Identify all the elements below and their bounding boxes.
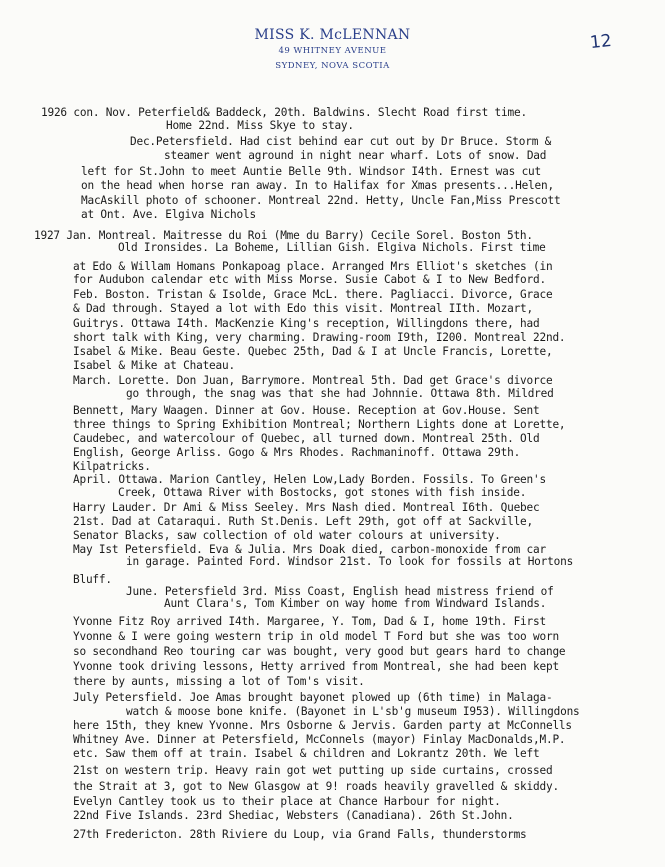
letterhead <box>0 26 665 74</box>
diary-line: Bluff. <box>73 573 112 586</box>
diary-line: the Strait at 3, got to New Glasgow at 9! roads heavily gravelled & skiddy. <box>73 780 559 793</box>
diary-line: English, George Arliss. Gogo & Mrs Rhodes. Rachmaninoff. Ottawa 29th. <box>73 446 521 459</box>
diary-line: Senator Blacks, saw collection of old water colours at university. <box>73 529 501 542</box>
diary-line: Kilpatricks. <box>73 460 151 473</box>
diary-line: Evelyn Cantley took us to their place at Chance Harbour for night. <box>73 795 501 808</box>
diary-line: Aunt Clara's, Tom Kimber on way home from Windward Islands. <box>164 597 547 610</box>
diary-line: 22nd Five Islands. 23rd Shediac, Websters (Canadiana). 26th St.John. <box>73 809 514 822</box>
diary-line: June. Petersfield 3rd. Miss Coast, English head mistress friend of <box>126 585 554 598</box>
diary-line: 21st. Dad at Cataraqui. Ruth St.Denis. Left 29th, got off at Sackville, <box>73 515 534 528</box>
handwritten-page-number: 12 <box>589 30 613 54</box>
diary-line: Yvonne & I were going western trip in old model T Ford but she was too worn <box>73 630 559 643</box>
diary-line: March. Lorette. Don Juan, Barrymore. Montreal 5th. Dad get Grace's divorce <box>73 374 553 387</box>
diary-line: Yvonne Fitz Roy arrived I4th. Margaree, Y. Tom, Dad & I, home 19th. First <box>73 615 546 628</box>
diary-line: Bennett, Mary Waagen. Dinner at Gov. House. Reception at Gov.House. Sent <box>73 404 540 417</box>
diary-line: watch & moose bone knife. (Bayonet in L'sb'g museum I953). Willingdons <box>126 705 580 718</box>
diary-line: 21st on western trip. Heavy rain got wet putting up side curtains, crossed <box>73 764 553 777</box>
diary-line: Creek, Ottawa River with Bostocks, got stones with fish inside. <box>118 486 527 499</box>
diary-line: & Dad through. Stayed a lot with Edo this visit. Montreal IIth. Mozart, <box>73 302 534 315</box>
diary-line: 1927 Jan. Montreal. Maitresse du Roi (Mme du Barry) Cecile Sorel. Boston 5th. <box>34 229 533 242</box>
diary-line: Dec.Petersfield. Had cist behind ear cut out by Dr Bruce. Storm & <box>130 135 552 148</box>
diary-line: May Ist Petersfield. Eva & Julia. Mrs Doak died, carbon-monoxide from car <box>73 543 546 556</box>
diary-line: etc. Saw them off at train. Isabel & children and Lokrantz 20th. We left <box>73 747 540 760</box>
diary-line: April. Ottawa. Marion Cantley, Helen Low,Lady Borden. Fossils. To Green's <box>73 473 546 486</box>
diary-line: Whitney Ave. Dinner at Petersfield, McConnels (mayor) Finlay MacDonalds,M.P. <box>73 733 566 746</box>
diary-line: Feb. Boston. Tristan & Isolde, Grace McL. there. Pagliacci. Divorce, Grace <box>73 288 553 301</box>
diary-line: so secondhand Reo touring car was bought, very good but gears hard to change <box>73 645 566 658</box>
diary-line: at Edo & Willam Homans Ponkapoag place. Arranged Mrs Elliot's sketches (in <box>73 260 553 273</box>
diary-line: Caudebec, and watercolour of Quebec, all turned down. Montreal 25th. Old <box>73 432 540 445</box>
diary-line: at Ont. Ave. Elgiva Nichols <box>81 208 256 221</box>
diary-line: Guitrys. Ottawa I4th. MacKenzie King's reception, Willingdons there, had <box>73 317 540 330</box>
diary-line: in garage. Painted Ford. Windsor 21st. To look for fossils at Hortons <box>126 555 574 568</box>
diary-line: July Petersfield. Joe Amas brought bayonet plowed up (6th time) in Malaga- <box>73 691 553 704</box>
diary-line: Isabel & Mike at Chateau. <box>73 359 235 372</box>
diary-line: MacAskill photo of schooner. Montreal 22nd. Hetty, Uncle Fan,Miss Prescott <box>81 194 561 207</box>
diary-line: here 15th, they knew Yvonne. Mrs Osborne & Jervis. Garden party at McConnells <box>73 719 572 732</box>
diary-line: Old Ironsides. La Boheme, Lillian Gish. Elgiva Nichols. First time <box>118 241 546 254</box>
diary-line: short talk with King, very charming. Drawing-room I9th, I200. Montreal 22nd. <box>73 331 566 344</box>
diary-line: there by aunts, missing a lot of Tom's visit. <box>73 675 365 688</box>
diary-line: Isabel & Mike. Beau Geste. Quebec 25th, Dad & I at Uncle Francis, Lorette, <box>73 345 553 358</box>
diary-line: for Audubon calendar etc with Miss Morse. Susie Cabot & I to New Bedford. <box>73 273 546 286</box>
diary-line: three things to Spring Exhibition Montreal; Northern Lights done at Lorette, <box>73 418 566 431</box>
diary-line: Yvonne took driving lessons, Hetty arrived from Montreal, she had been kept <box>73 660 559 673</box>
diary-line: 1926 con. Nov. Peterfield& Baddeck, 20th. Baldwins. Slecht Road first time. <box>41 106 527 119</box>
diary-line: on the head when horse ran away. In to Halifax for Xmas presents...Helen, <box>81 179 554 192</box>
diary-line: 27th Fredericton. 28th Riviere du Loup, via Grand Falls, thunderstorms <box>73 828 527 841</box>
diary-line: left for St.John to meet Auntie Belle 9th. Windsor I4th. Ernest was cut <box>81 165 542 178</box>
diary-line: Home 22nd. Miss Skye to stay. <box>166 119 354 132</box>
letterhead-name: MISS K. McLENNAN <box>254 27 411 43</box>
diary-line: steamer went aground in night near wharf. Lots of snow. Dad <box>164 149 547 162</box>
letterhead-city: SYDNEY, NOVA SCOTIA <box>275 61 390 71</box>
diary-line: go through, the snag was that she had Johnnie. Ottawa 8th. Mildred <box>126 387 554 400</box>
diary-line: Harry Lauder. Dr Ami & Miss Seeley. Mrs Nash died. Montreal I6th. Quebec <box>73 501 540 514</box>
letterhead-street: 49 WHITNEY AVENUE <box>278 46 387 56</box>
